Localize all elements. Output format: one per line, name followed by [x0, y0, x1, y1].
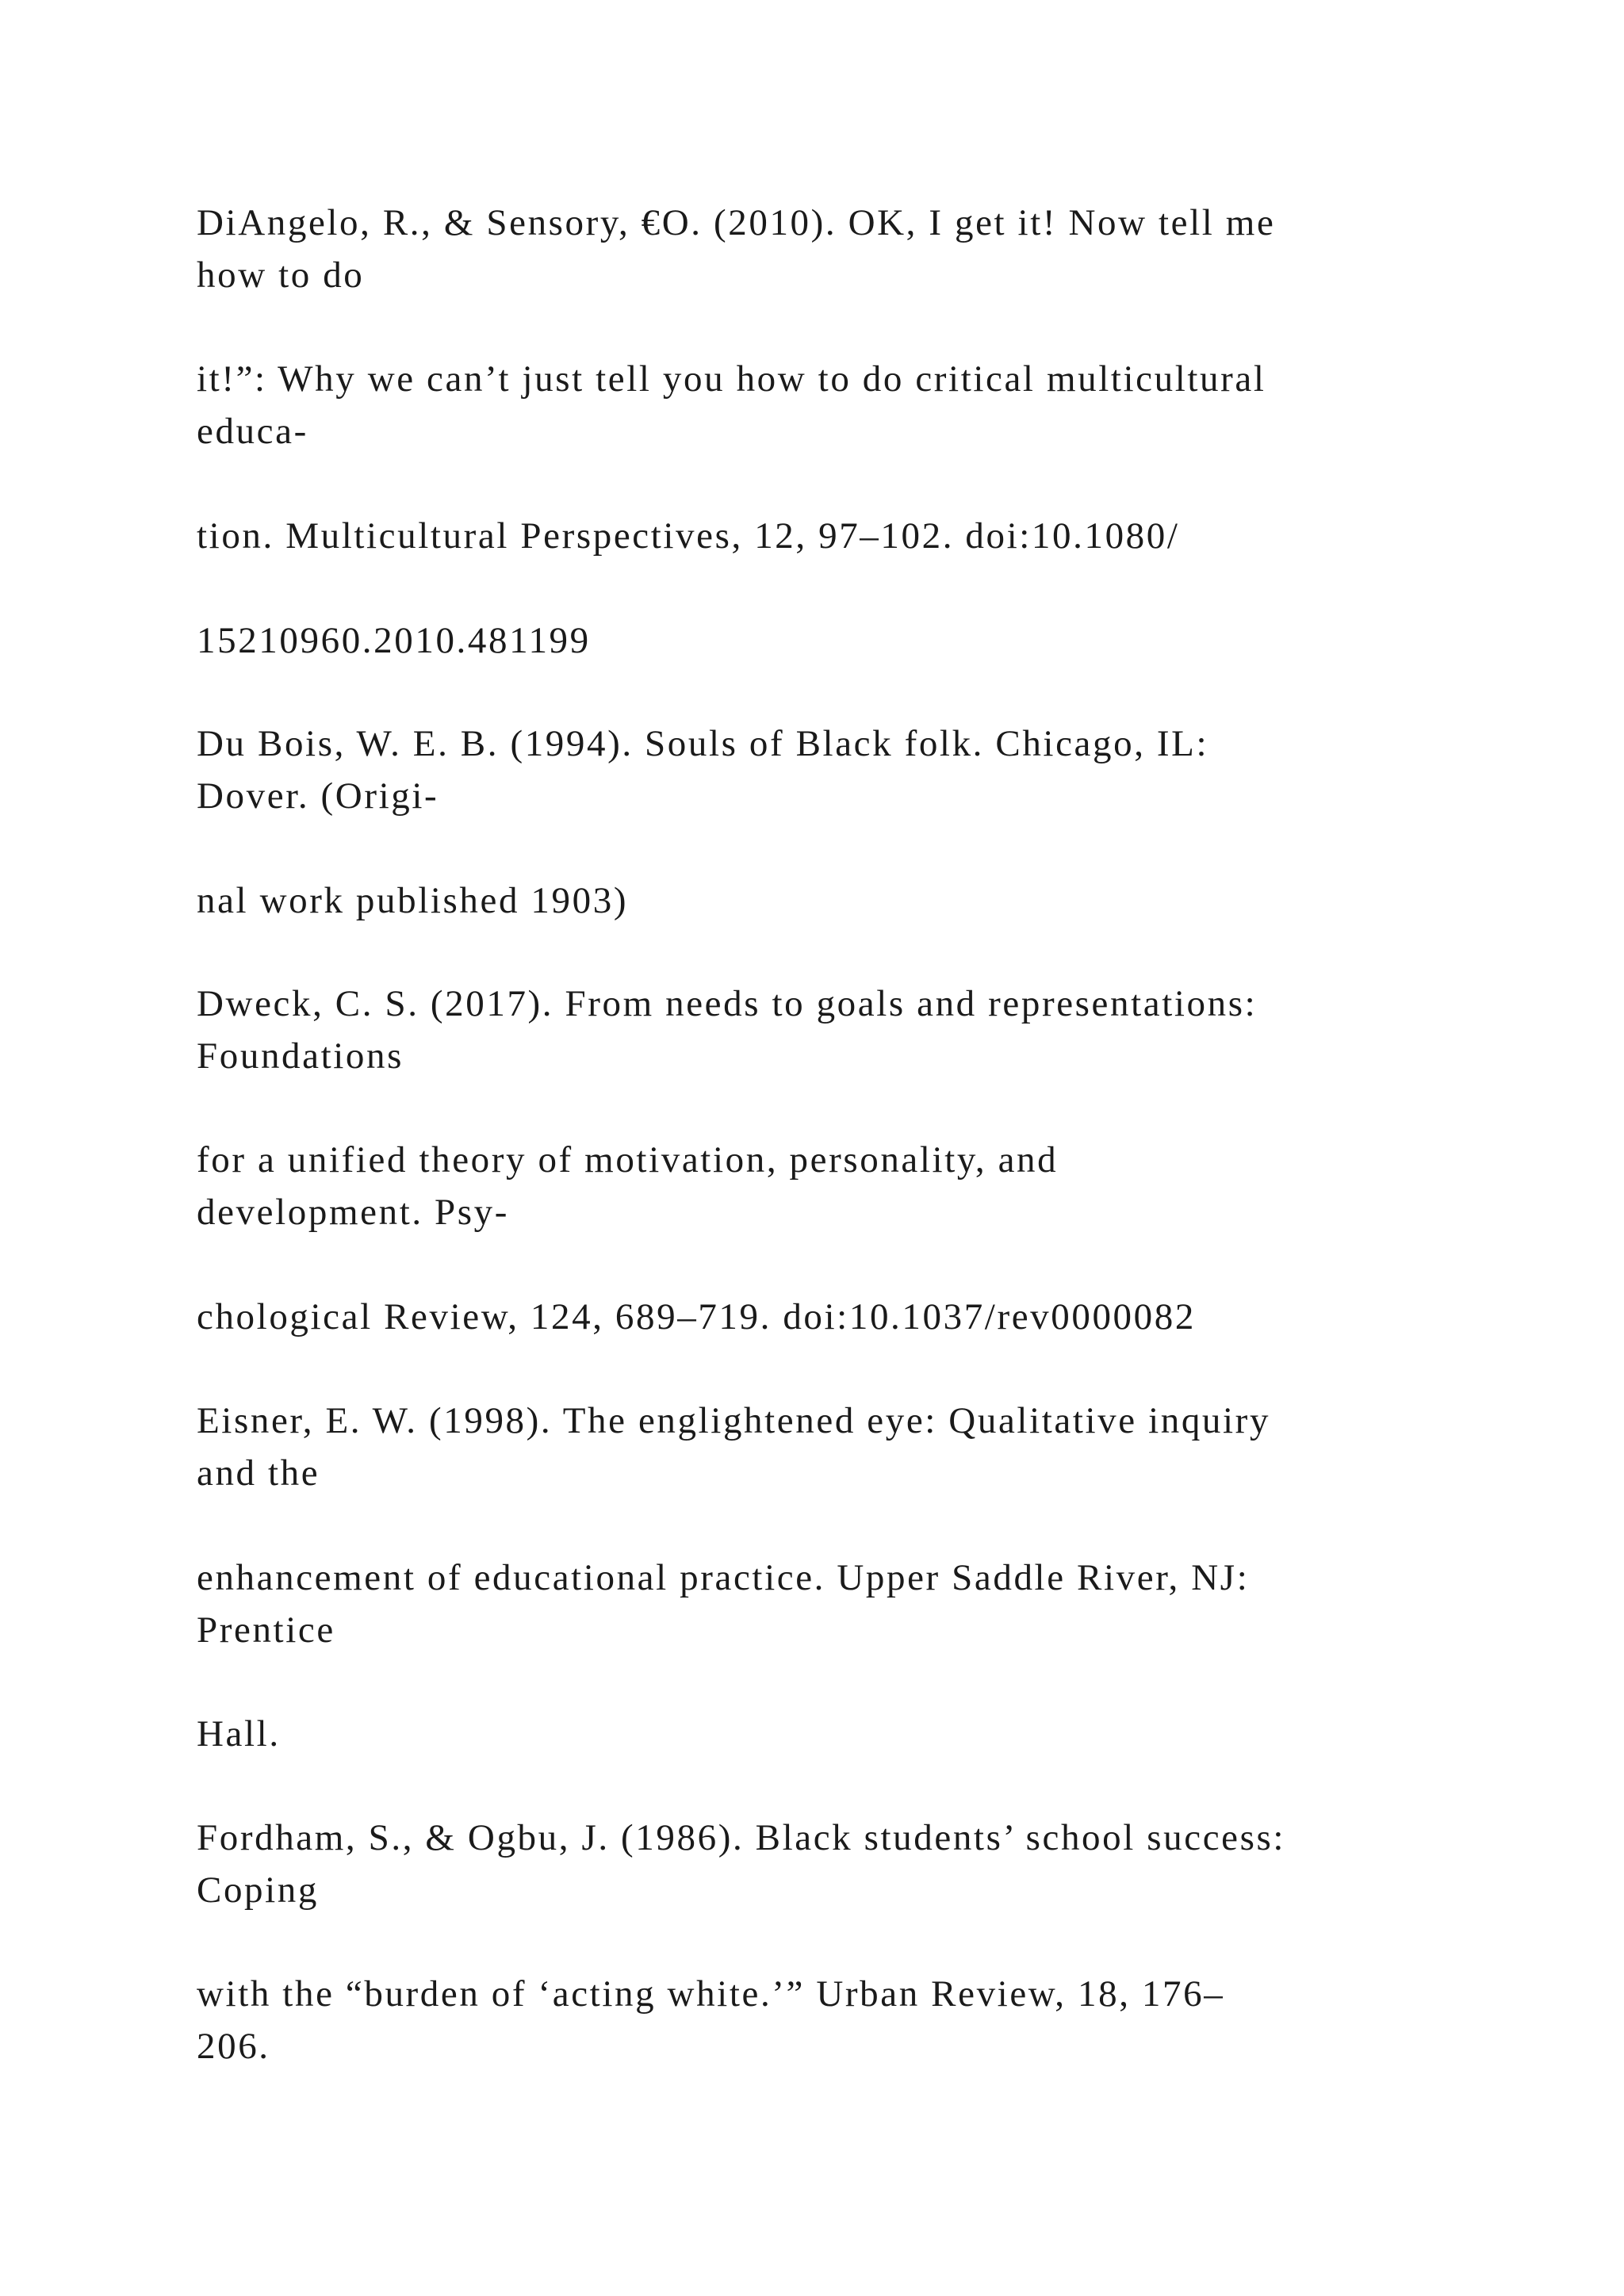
text-line: Dover. (Origi-: [197, 775, 439, 817]
text-line: development. Psy-: [197, 1192, 510, 1233]
text-line: Dweck, C. S. (2017). From needs to goals and representations:: [197, 983, 1258, 1024]
text-line: Hall.: [197, 1713, 281, 1755]
text-line: chological Review, 124, 689–719. doi:10.1037/rev0000082: [197, 1296, 1196, 1337]
text-line: Eisner, E. W. (1998). The englightened eye: Qualitative inquiry: [197, 1400, 1271, 1441]
reference-paragraph: [197, 1134, 1465, 1238]
reference-paragraph: [197, 1552, 1465, 1656]
reference-paragraph: [197, 510, 1465, 562]
text-line: educa-: [197, 411, 308, 452]
text-line: 206.: [197, 2026, 270, 2067]
text-line: and the: [197, 1452, 320, 1494]
reference-paragraph: [197, 718, 1465, 822]
reference-paragraph: [197, 978, 1465, 1082]
text-line: with the “burden of ‘acting white.’” Urban Review, 18, 176–: [197, 1973, 1225, 2015]
reference-paragraph: [197, 874, 1465, 927]
text-line: tion. Multicultural Perspectives, 12, 97–102. doi:10.1080/: [197, 515, 1180, 557]
reference-paragraph: [197, 1812, 1465, 1916]
text-line: Coping: [197, 1869, 320, 1911]
text-line: DiAngelo, R., & Sensory, €O. (2010). OK, I get it! Now tell me: [197, 202, 1276, 243]
text-line: 15210960.2010.481199: [197, 620, 591, 661]
text-line: Du Bois, W. E. B. (1994). Souls of Black folk. Chicago, IL:: [197, 723, 1209, 764]
reference-paragraph: [197, 1968, 1465, 2072]
reference-paragraph: [197, 197, 1465, 301]
text-line: Foundations: [197, 1035, 404, 1077]
reference-paragraph: [197, 1291, 1465, 1343]
reference-paragraph: [197, 1708, 1465, 1760]
reference-paragraph: [197, 353, 1465, 457]
text-line: nal work published 1903): [197, 880, 629, 921]
reference-paragraph: [197, 614, 1465, 667]
text-line: it!”: Why we can’t just tell you how to do critical multicultural: [197, 358, 1266, 400]
text-line: Prentice: [197, 1609, 335, 1651]
text-line: enhancement of educational practice. Upper Saddle River, NJ:: [197, 1557, 1250, 1598]
reference-paragraph: [197, 1395, 1465, 1499]
text-line: how to do: [197, 254, 365, 296]
text-line: Fordham, S., & Ogbu, J. (1986). Black students’ school success:: [197, 1817, 1286, 1858]
text-line: for a unified theory of motivation, personality, and: [197, 1139, 1059, 1181]
